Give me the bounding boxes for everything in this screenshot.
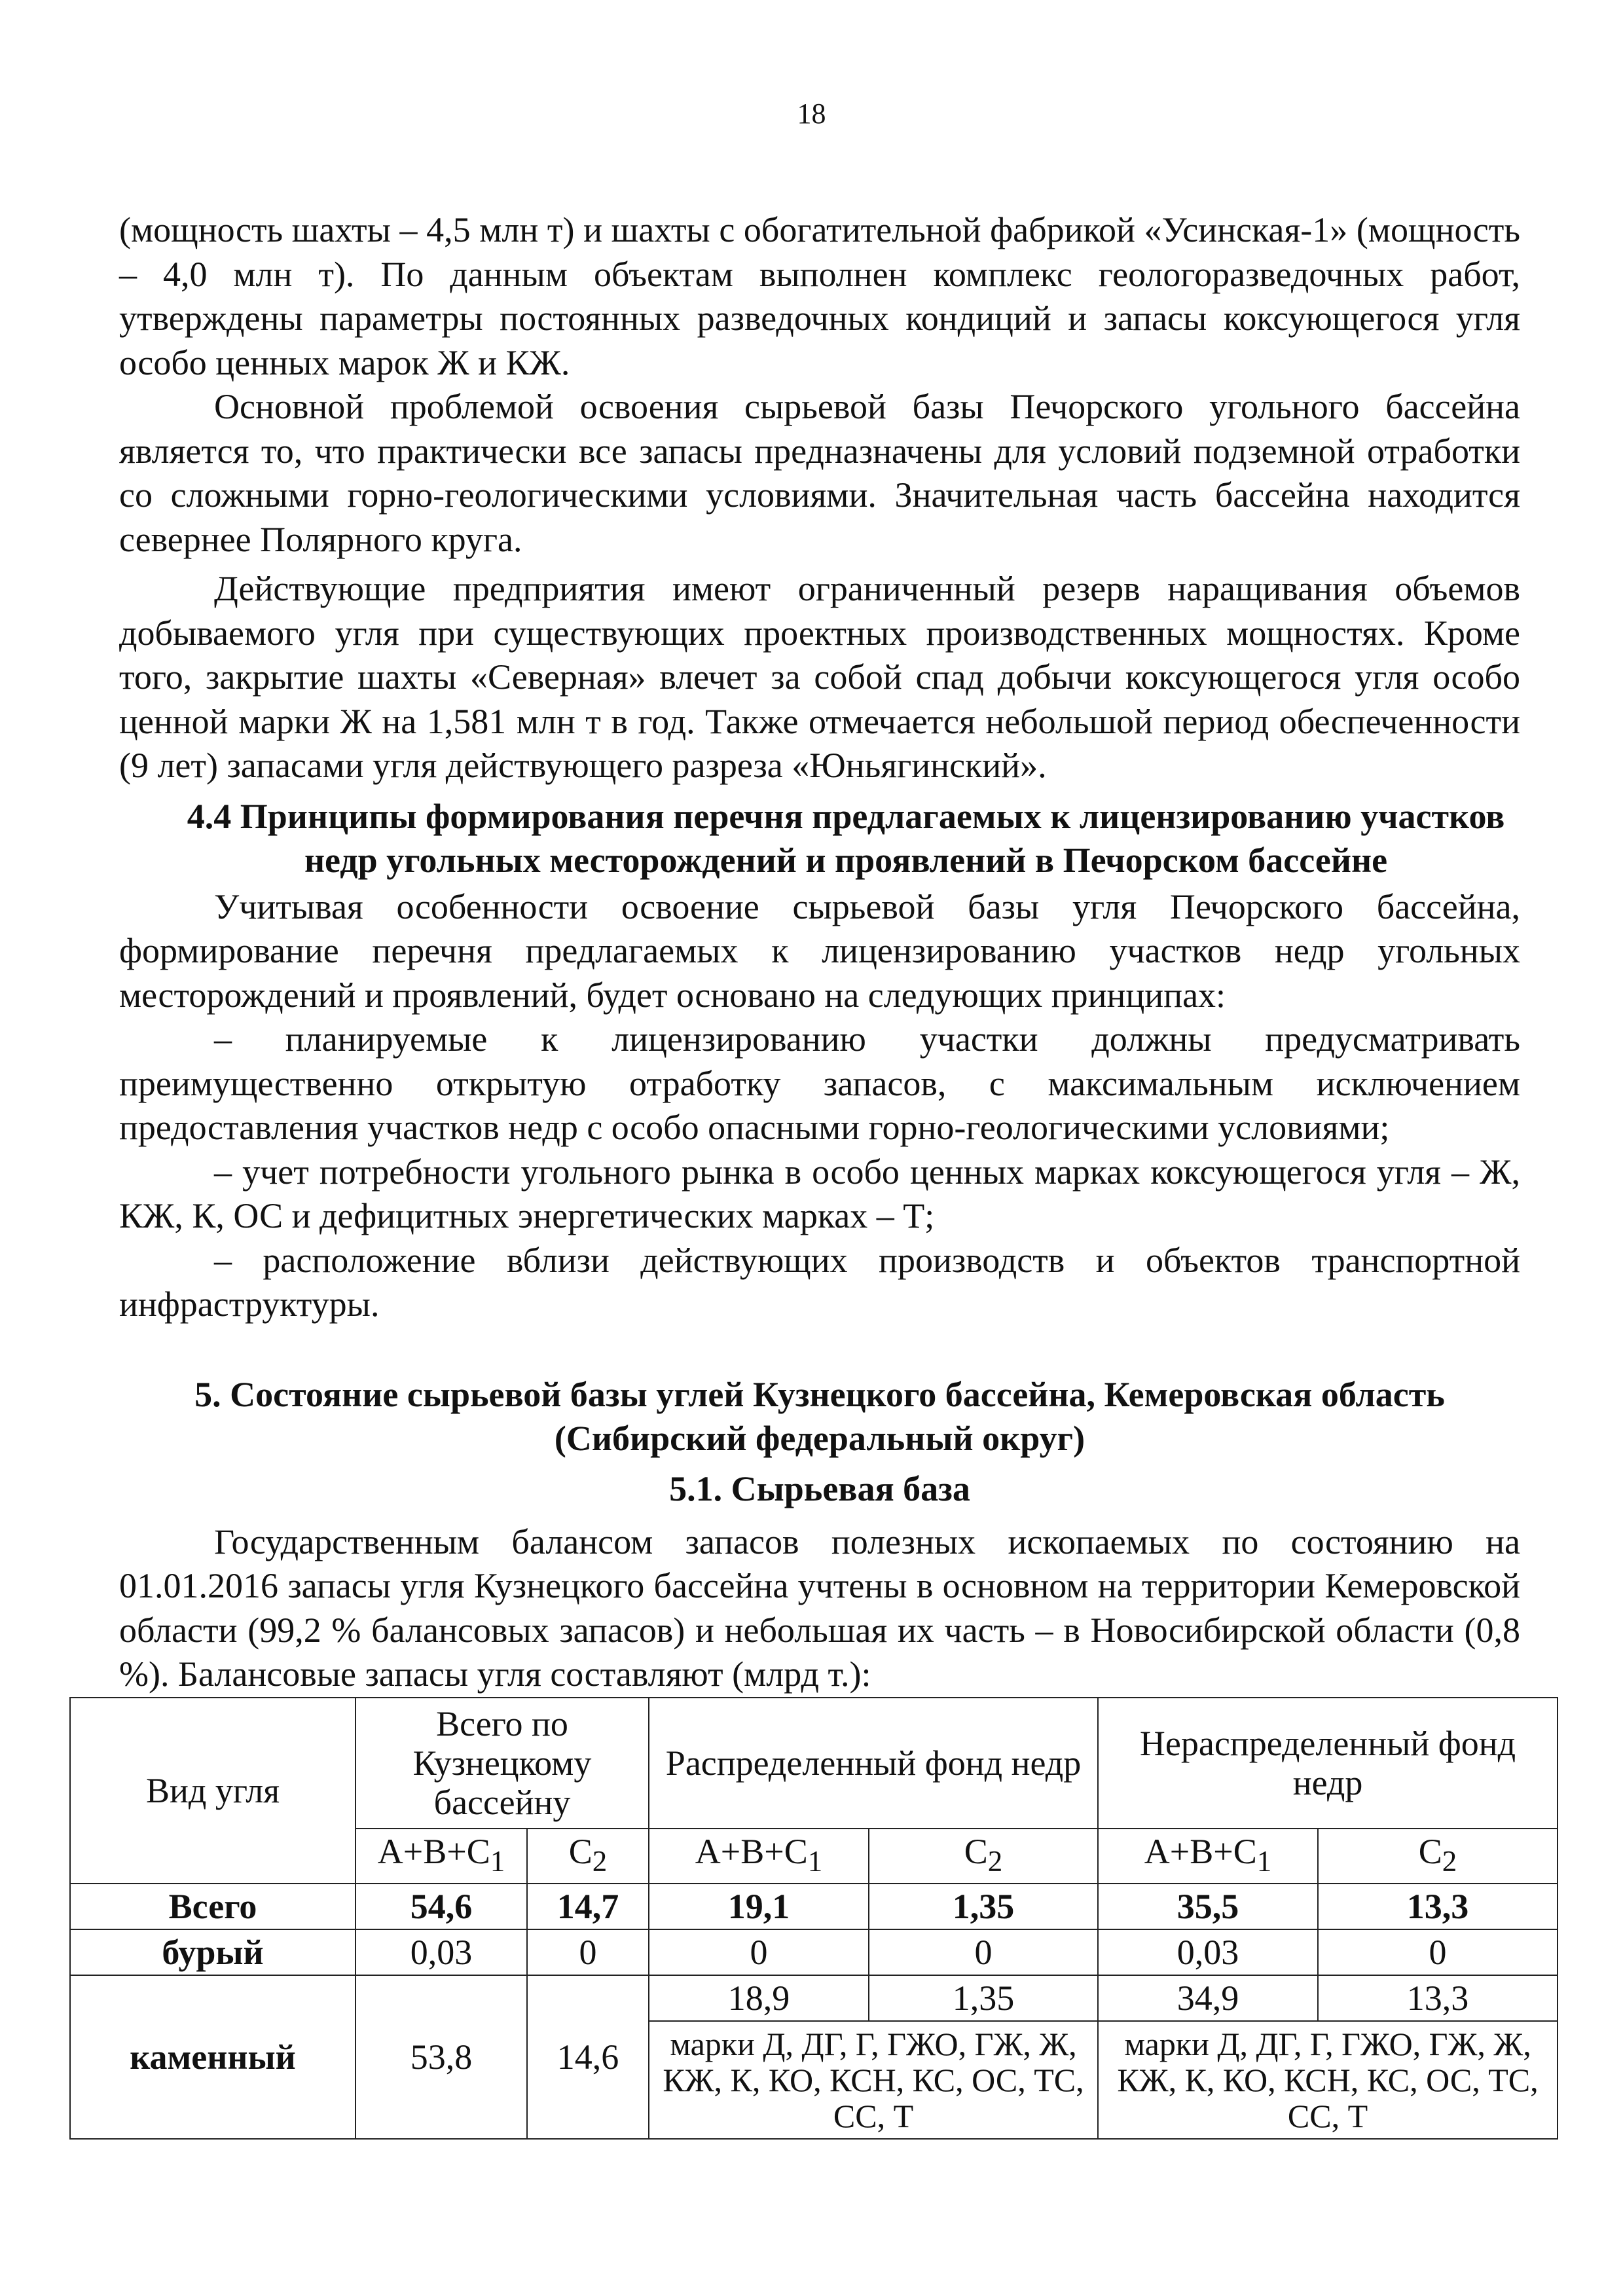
header-total-basin: Всего по Кузнецкому бассейну — [356, 1698, 649, 1829]
paragraph-enterprises: Действующие предприятия имеют ограниченный резерв наращивания объемов добываемого угля при существующих проектных производственных мощностях. Кроме того, закрытие шахты «Северная» влечет за собой спад добычи коксующегося угля особо ценной марки Ж на 1,581 млн т в год. Также отмечается небольшой период обеспеченности (9 лет) запасами угля действующего разреза «Юньягинский». — [119, 569, 1520, 785]
header-abc1: $А+В+С_1$ — [649, 1829, 869, 1884]
principle-item: – учет потребности угольного рынка в особо ценных марках коксующегося угля – Ж, КЖ, К, ОС и дефицитных энергетических марках – Т; — [119, 1152, 1520, 1235]
cell-dist-abc: 19,1 — [649, 1884, 869, 1929]
cell-dist-c2: 0 — [869, 1929, 1098, 1975]
cell-und-abc: 0,03 — [1098, 1929, 1318, 1975]
cell-dist-abc: 18,9 — [649, 1975, 869, 2021]
section-5-heading-line1: 5. Состояние сырьевой базы углей Кузнецкого бассейна, Кемеровская область — [194, 1374, 1445, 1414]
header-distributed-fund: Распределенный фонд недр — [649, 1698, 1098, 1829]
page-number: 18 — [797, 98, 826, 130]
cell-dist-c2: 1,35 — [869, 1884, 1098, 1929]
cell-und-c2: 13,3 — [1318, 1884, 1558, 1929]
coal-reserves-table — [69, 1697, 1558, 2140]
cell-dist-grades: марки Д, ДГ, Г, ГЖО, ГЖ, Ж, КЖ, К, КО, КСН, КС, ОС, ТС, СС, Т — [649, 2021, 1098, 2139]
cell-und-abc: 34,9 — [1098, 1975, 1318, 2021]
cell-dist-abc: 0 — [649, 1929, 869, 1975]
cell-total-abc: 54,6 — [356, 1884, 527, 1929]
cell-total-abc: 53,8 — [356, 1975, 527, 2139]
header-coal-type: Вид угля — [70, 1698, 356, 1884]
cell-total-c2: 0 — [527, 1929, 649, 1975]
cell-und-grades: марки Д, ДГ, Г, ГЖО, ГЖ, Ж, КЖ, К, КО, КСН, КС, ОС, ТС, СС, Т — [1098, 2021, 1558, 2139]
principle-item: – планируемые к лицензированию участки должны предусматривать преимущественно открытую отработку запасов, с максимальным исключением предоставления участков недр с особо опасными горно-геологическими условиями; — [119, 1019, 1520, 1147]
table-row-brown — [70, 1929, 1558, 1975]
principle-item: – расположение вблизи действующих производств и объектов транспортной инфраструктуры. — [119, 1240, 1520, 1324]
header-abc1: $А+В+С_1$ — [1098, 1829, 1318, 1884]
header-c2: $С_2$ — [869, 1829, 1098, 1884]
header-undistributed-fund: Нераспределенный фонд недр — [1098, 1698, 1558, 1829]
paragraph-main-problem: Основной проблемой освоения сырьевой базы Печорского угольного бассейна является то, что практически все запасы предназначены для условий подземной отработки со сложными горно-геологическими условиями. Значительная часть бассейна находится севернее Полярного круга. — [119, 387, 1520, 559]
header-c2: $С_2$ — [1318, 1829, 1558, 1884]
row-label: Всего — [70, 1884, 356, 1929]
section-5-1-heading: 5.1. Сырьевая база — [669, 1468, 970, 1508]
cell-total-abc: 0,03 — [356, 1929, 527, 1975]
row-label: каменный — [70, 1975, 356, 2139]
table-row-stone — [70, 1975, 1558, 2021]
section-4-4-intro: Учитывая особенности освоение сырьевой базы угля Печорского бассейна, формирование перечня предлагаемых к лицензированию участков недр угольных месторождений и проявлений, будет основано на следующих принципах: — [119, 886, 1520, 1015]
cell-und-c2: 0 — [1318, 1929, 1558, 1975]
cell-und-abc: 35,5 — [1098, 1884, 1318, 1929]
header-abc1: $А+В+С_1$ — [356, 1829, 527, 1884]
section-5-heading — [119, 1373, 1520, 1461]
document-body — [119, 208, 1539, 2140]
paragraph-continuation: (мощность шахты – 4,5 млн т) и шахты с обогатительной фабрикой «Усинская-1» (мощность – 4,0 млн т). По данным объектам выполнен комплекс геологоразведочных работ, утверждены параметры постоянных разведочных кондиций и запасы коксующегося угля особо ценных марок Ж и КЖ. — [119, 210, 1520, 382]
cell-und-c2: 13,3 — [1318, 1975, 1558, 2021]
section-5-heading-line2: (Сибирский федеральный округ) — [554, 1418, 1085, 1458]
section-5-1-paragraph: Государственным балансом запасов полезных ископаемых по состоянию на 01.01.2016 запасы угля Кузнецкого бассейна учтены в основном на территории Кемеровской области (99,2 % балансовых запасов) и небольшая их часть – в Новосибирской области (0,8 %). Балансовые запасы угля составляют (млрд т.): — [119, 1522, 1520, 1694]
table-row-total — [70, 1884, 1558, 1929]
section-4-4-heading: 4.4 Принципы формирования перечня предлагаемых к лицензированию участков недр угольных месторождений и проявлений в Печорском бассейне — [187, 796, 1505, 880]
cell-total-c2: 14,6 — [527, 1975, 649, 2139]
cell-total-c2: 14,7 — [527, 1884, 649, 1929]
header-c2: $С_2$ — [527, 1829, 649, 1884]
cell-dist-c2: 1,35 — [869, 1975, 1098, 2021]
row-label: бурый — [70, 1929, 356, 1975]
